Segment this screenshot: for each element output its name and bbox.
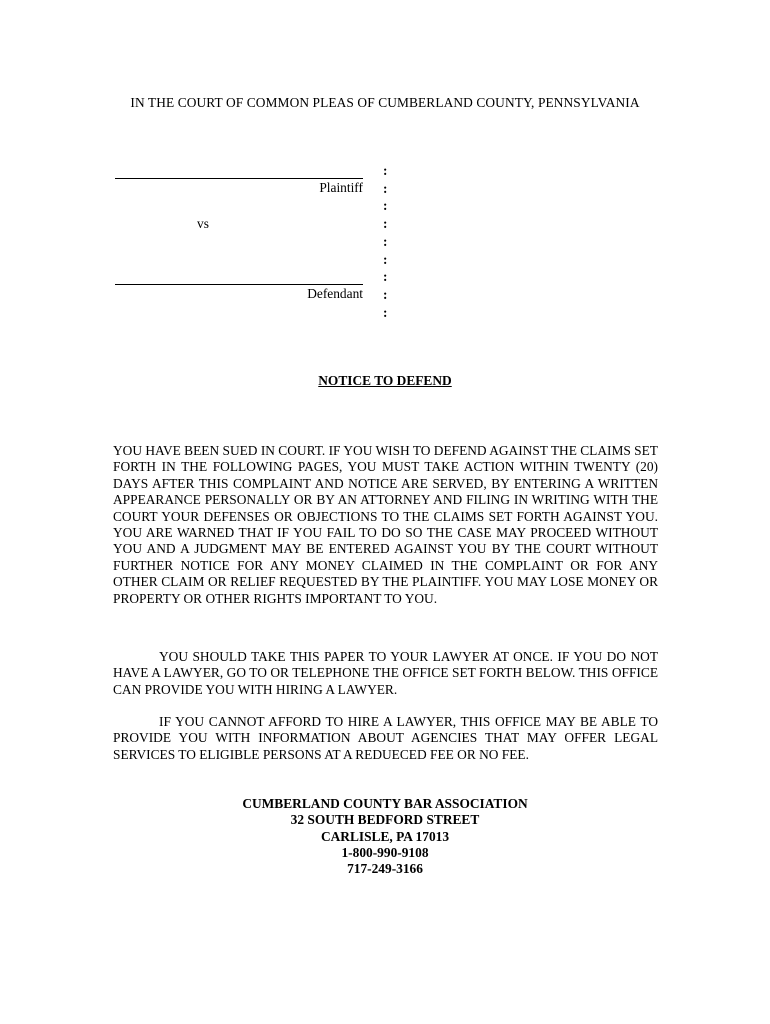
caption-colon: : xyxy=(383,286,388,302)
defendant-name-line[interactable] xyxy=(115,284,363,285)
caption-colon: : xyxy=(383,180,388,196)
notice-title: NOTICE TO DEFEND xyxy=(318,373,452,388)
caption-colon: : xyxy=(383,251,388,267)
caption-colon: : xyxy=(383,233,388,249)
caption-colon: : xyxy=(383,304,388,320)
plaintiff-name-line[interactable] xyxy=(115,178,363,179)
bar-association-phone-tollfree: 1-800-990-9108 xyxy=(341,844,429,860)
defendant-label: Defendant xyxy=(307,286,363,301)
versus-label: vs xyxy=(197,216,209,231)
bar-association-phone-local: 717-249-3166 xyxy=(347,861,423,877)
caption-colon-column xyxy=(383,162,393,321)
caption-colon: : xyxy=(383,163,388,178)
caption-colon: : xyxy=(383,269,388,285)
bar-association-address xyxy=(0,796,770,877)
court-header: IN THE COURT OF COMMON PLEAS OF CUMBERLAND COUNTY, PENNSYLVANIA xyxy=(130,95,640,110)
plaintiff-label: Plaintiff xyxy=(319,180,363,195)
bar-association-name: CUMBERLAND COUNTY BAR ASSOCIATION xyxy=(242,796,528,811)
notice-paragraph-lawyer: YOU SHOULD TAKE THIS PAPER TO YOUR LAWYER AT ONCE. IF YOU DO NOT HAVE A LAWYER, GO TO OR TELEPHONE THE OFFICE SET FORTH BELOW. THIS OFFICE CAN PROVIDE YOU WITH HIRING A LAWYER. xyxy=(113,649,658,697)
caption-colon: : xyxy=(383,198,388,214)
caption-colon: : xyxy=(383,216,388,232)
bar-association-street: 32 SOUTH BEDFORD STREET xyxy=(290,812,480,828)
notice-paragraph-afford: IF YOU CANNOT AFFORD TO HIRE A LAWYER, THIS OFFICE MAY BE ABLE TO PROVIDE YOU WITH INFORMATION ABOUT AGENCIES THAT MAY OFFER LEGAL SERVICES TO ELIGIBLE PERSONS AT A REDUECED FEE OR NO FEE. xyxy=(113,714,658,762)
bar-association-city: CARLISLE, PA 17013 xyxy=(320,828,450,844)
notice-paragraph-sued: YOU HAVE BEEN SUED IN COURT. IF YOU WISH TO DEFEND AGAINST THE CLAIMS SET FORTH IN THE FOLLOWING PAGES, YOU MUST TAKE ACTION WITHIN TWENTY (20) DAYS AFTER THIS COMPLAINT AND NOTICE ARE SERVED, BY ENTERING A WRITTEN APPEARANCE PERSONALLY OR BY AN ATTORNEY AND FILING IN WRITING WITH THE COURT YOUR DEFENSES OR OBJECTIONS TO THE CLAIMS SET FORTH AGAINST YOU. YOU ARE WARNED THAT IF YOU FAIL TO DO SO THE CASE MAY PROCEED WITHOUT YOU AND A JUDGMENT MAY BE ENTERED AGAINST YOU BY THE COURT WITHOUT FURTHER NOTICE FOR ANY MONEY CLAIMED IN THE COMPLAINT OR FOR ANY OTHER CLAIM OR RELIEF REQUESTED BY THE PLAINTIFF. YOU MAY LOSE MONEY OR PROPERTY OR OTHER RIGHTS IMPORTANT TO YOU. xyxy=(113,443,658,606)
